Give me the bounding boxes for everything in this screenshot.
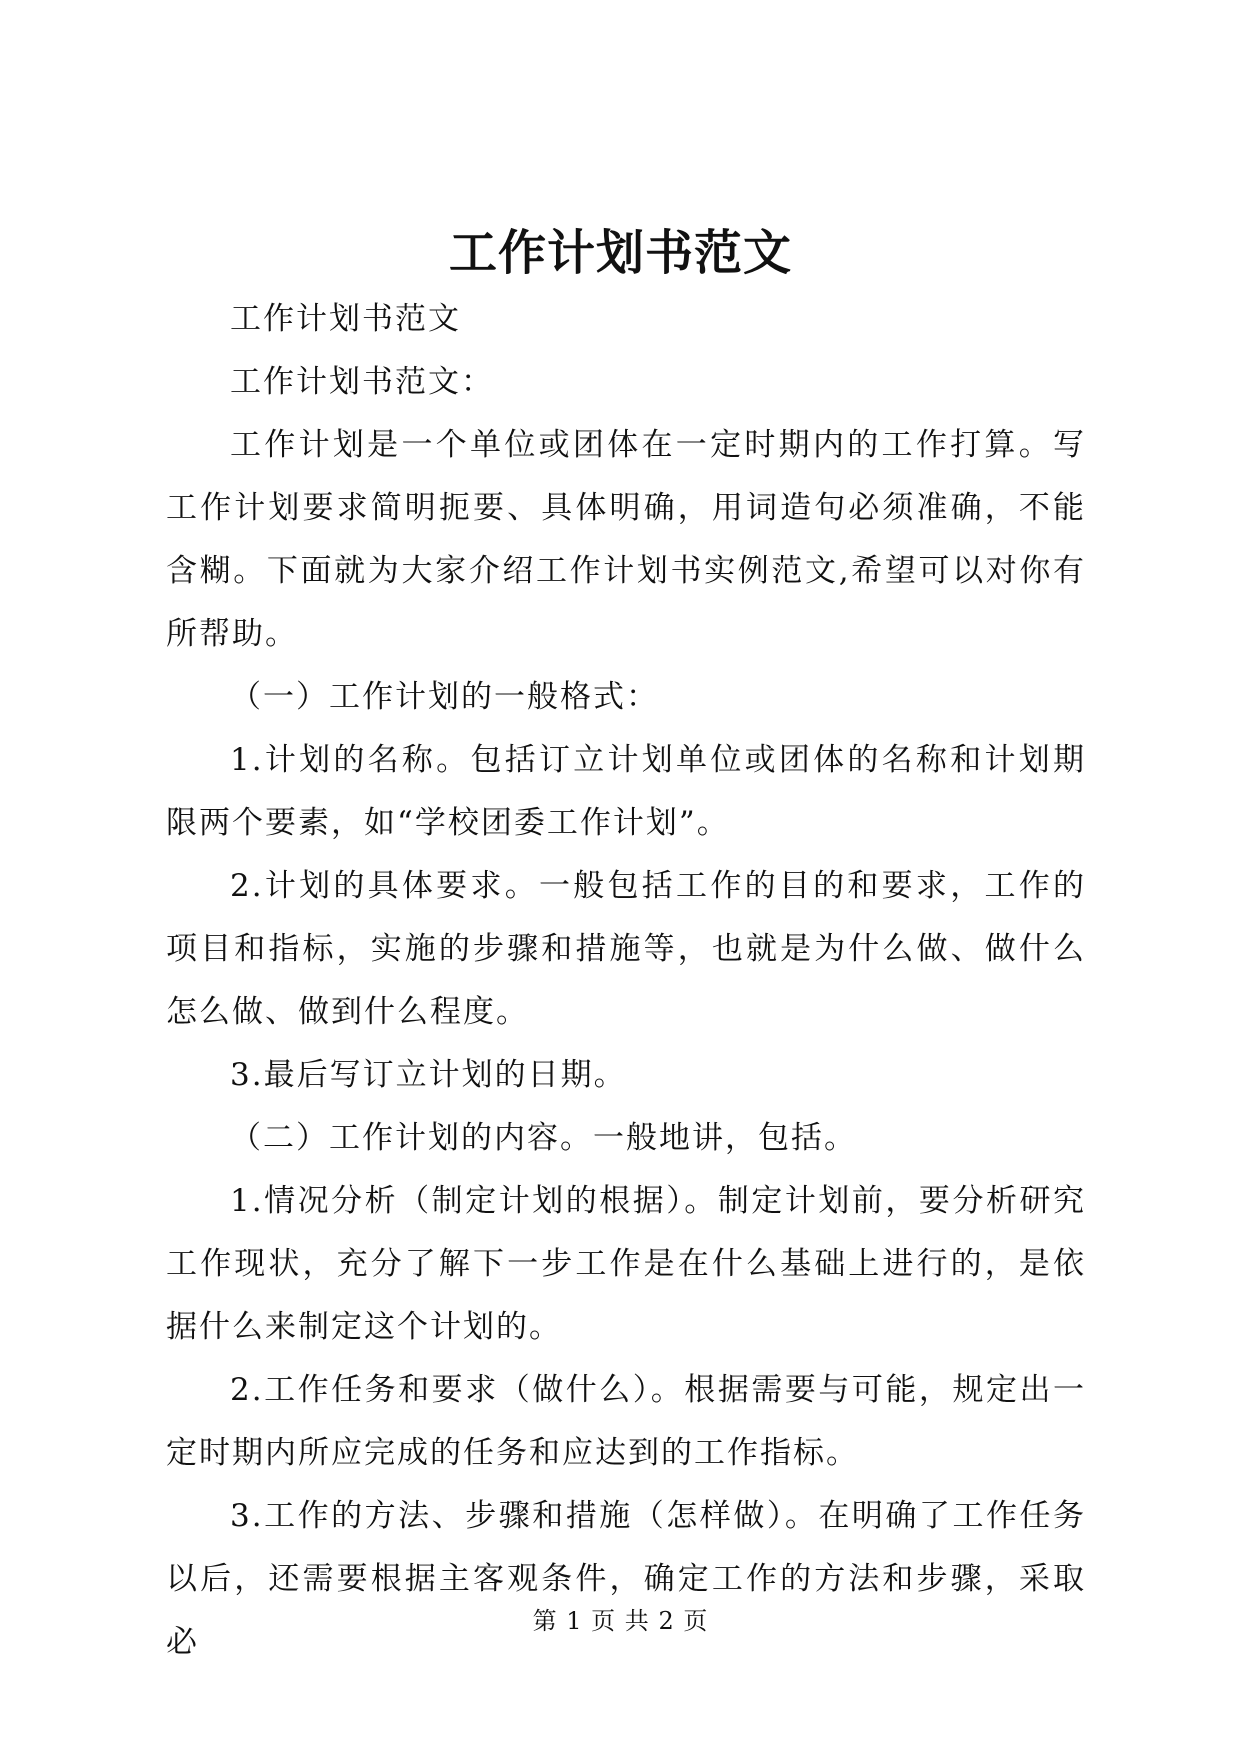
document-title: 工作计划书范文	[448, 225, 792, 281]
paragraph-heading: 工作计划书范文：	[230, 364, 494, 400]
section-heading-content: （二）工作计划的内容。一般地讲，包括。	[230, 1120, 857, 1156]
list-item-tasks: 2.工作任务和要求（做什么）。根据需要与可能，规定出一定时期内所应完成的任务和应达到的工作指标。	[166, 1372, 1086, 1471]
page-number-footer: 第 1 页 共 2 页	[532, 1607, 709, 1635]
list-item-situation-analysis: 1.情况分析（制定计划的根据）。制定计划前，要分析研究工作现状，充分了解下一步工作是在什么基础上进行的，是依据什么来制定这个计划的。	[166, 1183, 1086, 1345]
list-item-plan-requirements: 2.计划的具体要求。一般包括工作的目的和要求，工作的项目和指标，实施的步骤和措施等，也就是为什么做、做什么怎么做、做到什么程度。	[166, 868, 1086, 1030]
list-item-methods: 3.工作的方法、步骤和措施（怎样做）。在明确了工作任务以后，还需要根据主客观条件，确定工作的方法和步骤，采取必	[166, 1498, 1086, 1660]
list-item-plan-name: 1.计划的名称。包括订立计划单位或团体的名称和计划期限两个要素，如“学校团委工作计划”。	[166, 742, 1086, 841]
document-body	[166, 288, 1086, 1674]
paragraph-subtitle: 工作计划书范文	[230, 301, 461, 337]
section-heading-format: （一）工作计划的一般格式：	[230, 679, 659, 715]
paragraph-intro: 工作计划是一个单位或团体在一定时期内的工作打算。写工作计划要求简明扼要、具体明确，用词造句必须准确，不能含糊。下面就为大家介绍工作计划书实例范文,希望可以对你有所帮助。	[166, 427, 1086, 652]
list-item-plan-date: 3.最后写订立计划的日期。	[230, 1057, 627, 1093]
